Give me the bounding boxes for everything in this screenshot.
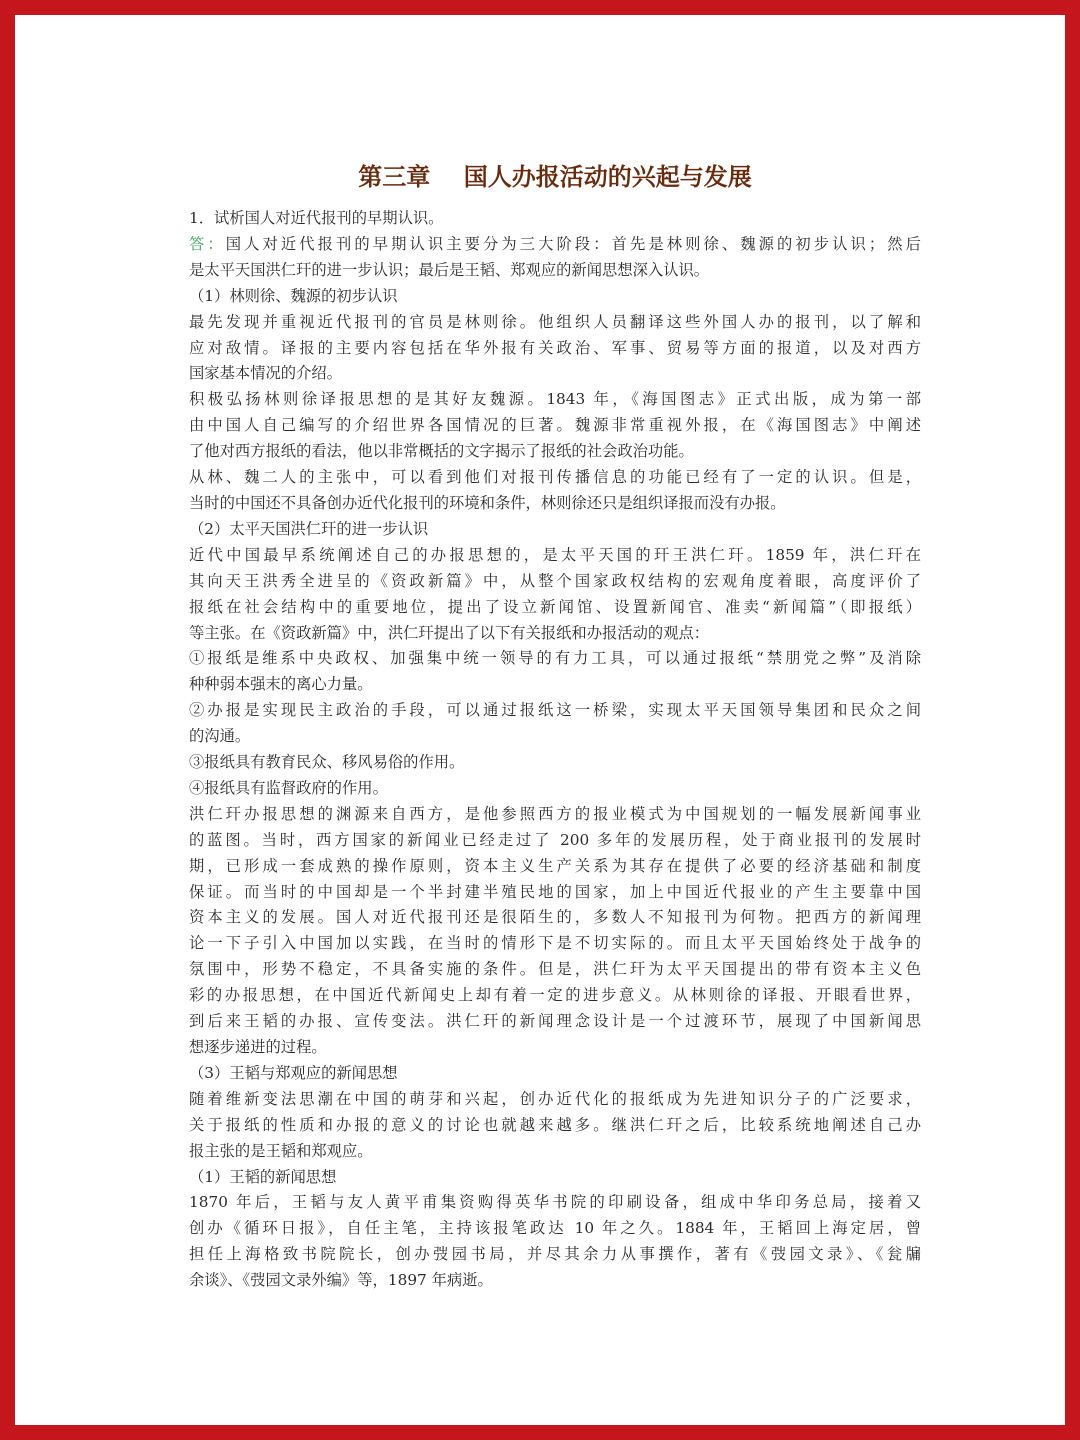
text-line: 关于报纸的性质和办报的意义的讨论也就越来越多。继洪仁玕之后，比较系统地阐述自己办 (189, 1115, 921, 1134)
answer-text: 国人对近代报刊的早期认识主要分为三大阶段：首先是林则徐、魏源的初步认识；然后 (225, 234, 921, 253)
text-line: 资本主义的发展。国人对近代报刊还是很陌生的，多数人不知报刊为何物。把西方的新闻理 (189, 908, 921, 927)
section-heading: （2）太平天国洪仁玕的进一步认识 (189, 519, 429, 538)
section-heading: （1）林则徐、魏源的初步认识 (189, 286, 398, 305)
text-line: 了他对西方报纸的看法，他以非常概括的文字揭示了报纸的社会政治功能。 (189, 442, 694, 461)
text-line: 近代中国最早系统阐述自己的办报思想的，是太平天国的玕王洪仁玕。1859 年，洪仁玕在 (189, 545, 921, 564)
text-line: 论一下子引入中国加以实践，在当时的情形下是不切实际的。而且太平天国始终处于战争的 (189, 934, 921, 953)
list-item: ②办报是实现民主政治的手段，可以通过报纸这一桥梁，实现太平天国领导集团和民众之间 (189, 701, 921, 720)
text-line: 想逐步递进的过程。 (189, 1038, 327, 1056)
text-line: 应对敌情。译报的主要内容包括在华外报有关政治、军事、贸易等方面的报道，以及对西方 (189, 338, 921, 357)
document-page (189, 158, 921, 1294)
text-line: 创办《循环日报》，自任主笔，主持该报笔政达 10 年之久。1884 年，王韬回上海定居，曾 (189, 1219, 921, 1238)
text-line: 余谈》、《弢园文录外编》等，1897 年病逝。 (189, 1271, 493, 1290)
text-line: 当时的中国还不具备创办近代化报刊的环境和条件，林则徐还只是组织译报而没有办报。 (189, 493, 786, 512)
text-line: 的沟通。 (189, 727, 251, 746)
text-line: 种种弱本强末的离心力量。 (189, 675, 373, 694)
answer-label: 答： (189, 234, 226, 253)
text-line: 的蓝图。当时，西方国家的新闻业已经走过了 200 多年的发展历程，处于商业报刊的发展时 (189, 830, 921, 849)
text-line: 由中国人自己编写的介绍世界各国情况的巨著。魏源非常重视外报，在《海国图志》中阐述 (189, 416, 921, 435)
chapter-title: 第三章 国人办报活动的兴起与发展 (358, 162, 752, 191)
text-line: 从林、魏二人的主张中，可以看到他们对报刊传播信息的功能已经有了一定的认识。但是， (189, 468, 921, 487)
list-item: ③报纸具有教育民众、移风易俗的作用。 (189, 753, 465, 772)
text-line: 等主张。在《资政新篇》中，洪仁玕提出了以下有关报纸和办报活动的观点： (189, 623, 710, 642)
text-line: 保证。而当时的中国却是一个半封建半殖民地的国家，加上中国近代报业的产生主要靠中国 (189, 882, 921, 901)
text-line: 期，已形成一套成熟的操作原则，资本主义生产关系为其存在提供了必要的经济基础和制度 (189, 856, 921, 875)
question-line (189, 206, 921, 232)
text-line: 国家基本情况的介绍。 (189, 364, 342, 383)
text-line: 彩的办报思想，在中国近代新闻史上却有着一定的进步意义。从林则徐的译报、开眼看世界， (189, 986, 921, 1005)
text-line: 最先发现并重视近代报刊的官员是林则徐。他组织人员翻译这些外国人办的报刊，以了解和 (189, 312, 921, 331)
text-line: 到后来王韬的办报、宣传变法。洪仁玕的新闻理念设计是一个过渡环节，展现了中国新闻思 (189, 1012, 921, 1031)
text-line: 随着维新变法思潮在中国的萌芽和兴起，创办近代化的报纸成为先进知识分子的广泛要求， (189, 1089, 921, 1108)
text-line: 积极弘扬林则徐译报思想的是其好友魏源。1843 年，《海国图志》正式出版，成为第一部 (189, 390, 921, 409)
section-heading: （3）王韬与郑观应的新闻思想 (189, 1063, 398, 1082)
text-line: 是太平天国洪仁玕的进一步认识；最后是王韬、郑观应的新闻思想深入认识。 (189, 260, 710, 279)
text-line: 1870 年后，王韬与友人黄平甫集资购得英华书院的印刷设备，组成中华印务总局，接着又 (189, 1193, 921, 1212)
answer-line (189, 232, 921, 258)
text-line: 报纸在社会结构中的重要地位，提出了设立新闻馆、设置新闻官、准卖“新闻篇”（即报纸） (189, 597, 921, 616)
text-line: 氛围中，形势不稳定，不具备实施的条件。但是，洪仁玕为太平天国提出的带有资本主义色 (189, 960, 921, 979)
section-heading: （1）王韬的新闻思想 (189, 1167, 337, 1186)
text-line: 担任上海格致书院院长，创办弢园书局，并尽其余力从事撰作，著有《弢园文录》、《瓮牖 (189, 1245, 921, 1264)
list-item: ①报纸是维系中央政权、加强集中统一领导的有力工具，可以通过报纸“禁朋党之弊”及消除 (189, 649, 921, 668)
text-line: 洪仁玕办报思想的渊源来自西方，是他参照西方的报业模式为中国规划的一幅发展新闻事业 (189, 804, 921, 823)
list-item: ④报纸具有监督政府的作用。 (189, 778, 388, 797)
text-line: 其向天王洪秀全进呈的《资政新篇》中，从整个国家政权结构的宏观角度着眼，高度评价了 (189, 571, 921, 590)
text-line: 报主张的是王韬和郑观应。 (189, 1141, 373, 1160)
question-text: 1．试析国人对近代报刊的早期认识。 (189, 209, 444, 227)
